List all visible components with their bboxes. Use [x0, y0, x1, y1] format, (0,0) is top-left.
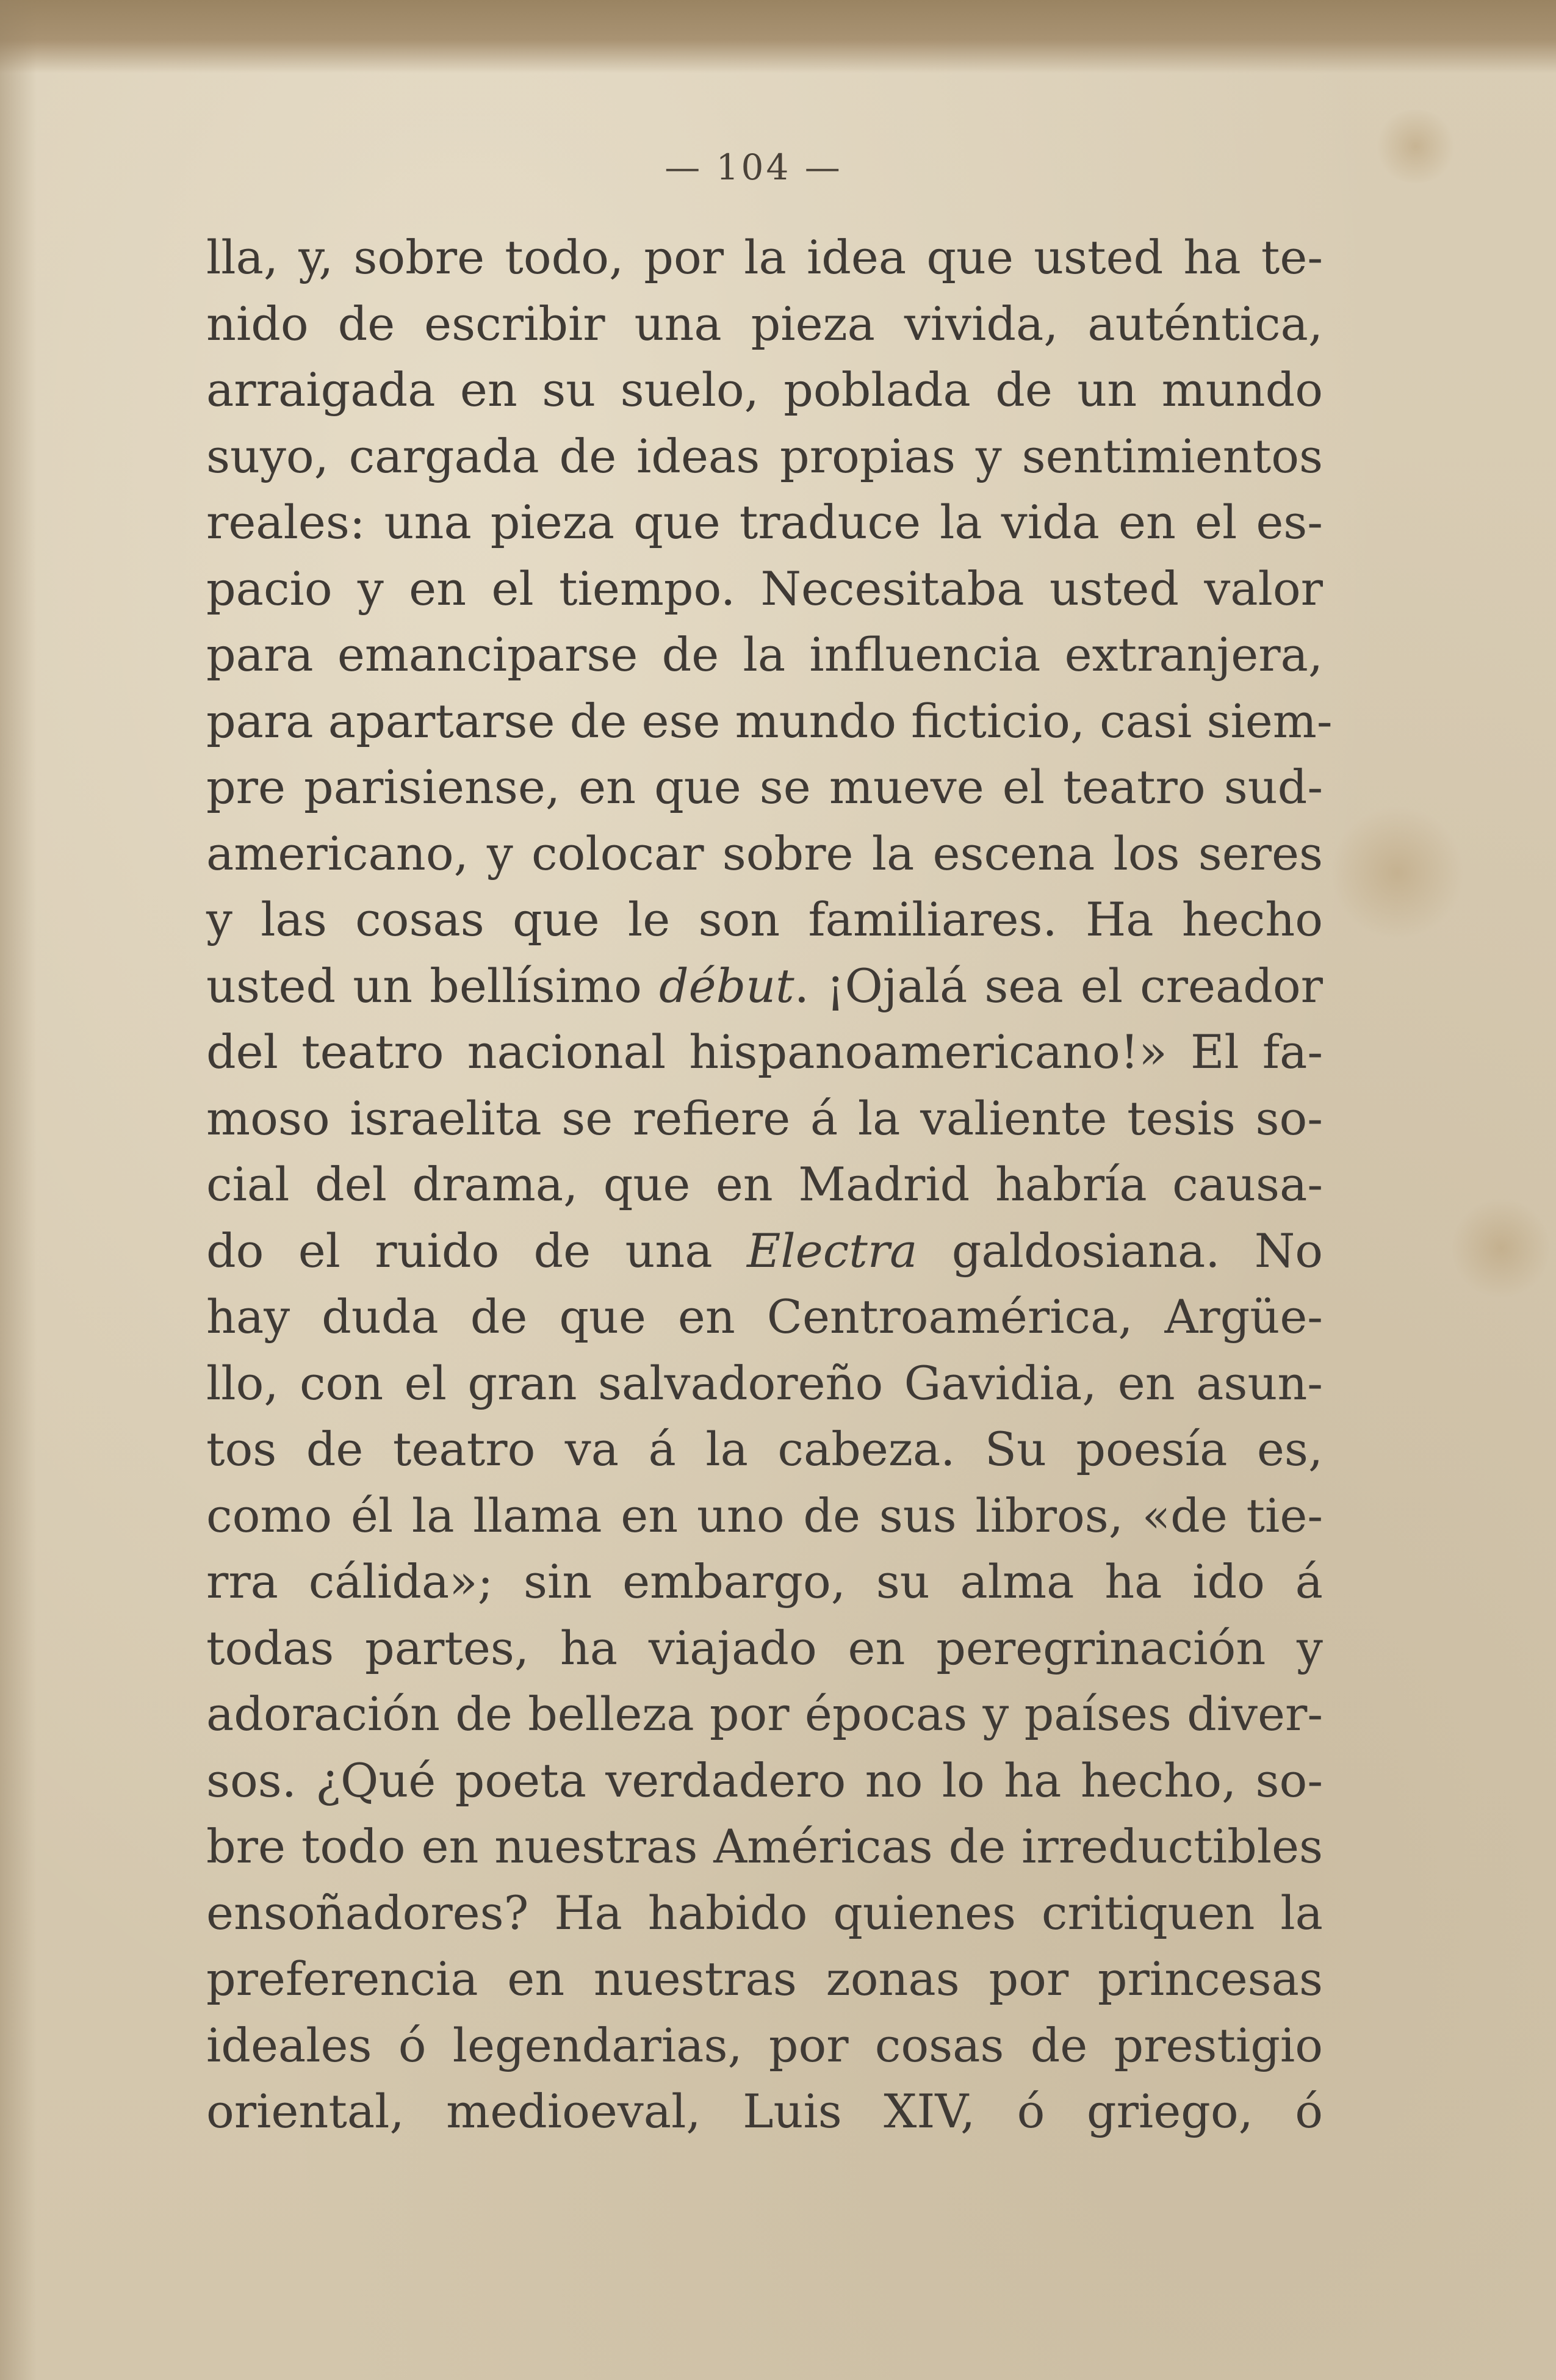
- text-line: llo, con el gran salvadoreño Gavidia, en asun-: [206, 1355, 1323, 1410]
- paper-stain: [1330, 806, 1464, 940]
- page-number: — 104 —: [665, 146, 843, 188]
- text-line: ideales ó legendarias, por cosas de prestigio: [206, 2018, 1323, 2072]
- text-line: moso israelita se refiere á la valiente tesis so-: [206, 1091, 1323, 1145]
- text-line: ensoñadores? Ha habido quienes critiquen la: [206, 1885, 1323, 1940]
- text-line: para emanciparse de la influencia extranjera,: [206, 627, 1323, 682]
- text-line: hay duda de que en Centroamérica, Argüe-: [206, 1289, 1323, 1344]
- text-line: tos de teatro va á la cabeza. Su poesía es,: [206, 1422, 1323, 1476]
- text-line: oriental, medioeval, Luis XIV, ó griego, ó: [206, 2084, 1323, 2138]
- text-line: para apartarse de ese mundo ficticio, casi siem-: [206, 693, 1333, 748]
- text-line: bre todo en nuestras Américas de irreductibles: [206, 1819, 1323, 1873]
- body-text: [206, 225, 1333, 2145]
- text-line: adoración de belleza por épocas y países diver-: [206, 1687, 1323, 1741]
- page-top-edge: [0, 0, 1556, 73]
- text-line: americano, y colocar sobre la escena los seres: [206, 826, 1323, 881]
- text-line: y las cosas que le son familiares. Ha hecho: [206, 892, 1323, 947]
- text-line: todas partes, ha viajado en peregrinación y: [206, 1620, 1323, 1675]
- text-line: suyo, cargada de ideas propias y sentimientos: [206, 428, 1323, 483]
- text-line: cial del drama, que en Madrid habría causa-: [206, 1157, 1323, 1211]
- page-left-shadow: [0, 0, 37, 2380]
- text-line: usted un bellísimo début. ¡Ojalá sea el creador: [206, 958, 1324, 1013]
- text-line: rra cálida»; sin embargo, su alma ha ido á: [206, 1554, 1323, 1609]
- text-line: reales: una pieza que traduce la vida en el es-: [206, 495, 1323, 549]
- text-line: preferencia en nuestras zonas por princesas: [206, 1952, 1323, 2006]
- text-line: del teatro nacional hispanoamericano!» El fa-: [206, 1025, 1323, 1079]
- text-line: do el ruido de una Electra galdosiana. No: [206, 1223, 1324, 1278]
- text-line: pacio y en el tiempo. Necesitaba usted valor: [206, 561, 1323, 616]
- text-line: arraigada en su suelo, poblada de un mundo: [206, 362, 1323, 417]
- text-line: nido de escribir una pieza vivida, auténtica,: [206, 296, 1323, 351]
- text-line: sos. ¿Qué poeta verdadero no lo ha hecho, so-: [206, 1753, 1323, 1808]
- text-line: como él la llama en uno de sus libros, «de tie-: [206, 1488, 1323, 1543]
- text-line: pre parisiense, en que se mueve el teatro sud-: [206, 760, 1323, 814]
- paper-stain: [1452, 1196, 1550, 1300]
- text-line: lla, y, sobre todo, por la idea que usted ha te-: [206, 230, 1323, 284]
